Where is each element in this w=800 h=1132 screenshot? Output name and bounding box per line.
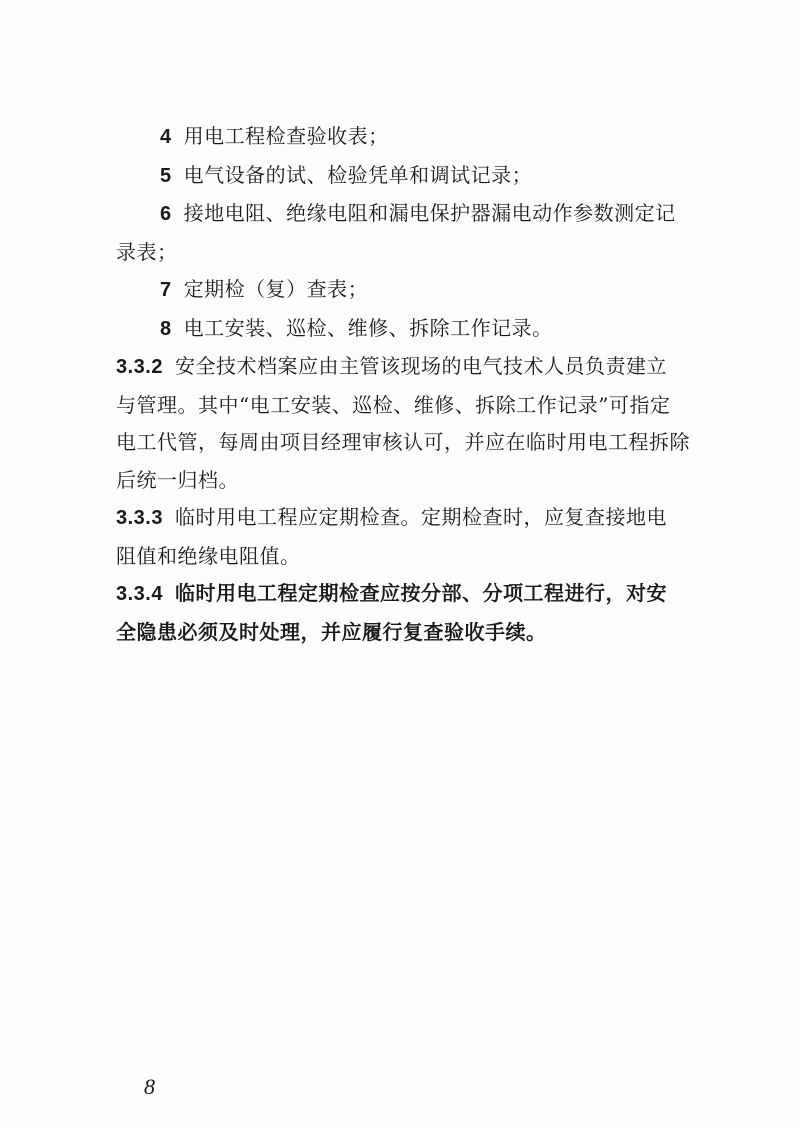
clause-number: 3.3.3 [116, 507, 163, 529]
clause-number: 3.3.2 [116, 356, 163, 378]
list-item [116, 118, 708, 157]
page-content [116, 118, 708, 651]
item-text: 电工安装、巡检、维修、拆除工作记录。 [183, 315, 553, 340]
clause-line [116, 538, 708, 576]
item-text: 电气设备的试、检验凭单和调试记录； [183, 162, 533, 187]
page-number: 8 [144, 1074, 155, 1099]
clause-line [116, 462, 708, 500]
clause-text: 临时用电工程应定期检查。定期检查时，应复查接地电 [174, 505, 667, 529]
clause-text: 电工代管，每周由项目经理审核认可，并应在临时用电工程拆除 [116, 430, 690, 454]
clause-3-3-2 [116, 348, 708, 387]
clause-line [116, 387, 708, 425]
item-text: 定期检（复）查表； [183, 277, 369, 301]
clause-text: 与管理。其中“电工安装、巡检、维修、拆除工作记录”可指定 [116, 392, 671, 417]
item-number: 4 [160, 126, 172, 148]
list-item [116, 310, 708, 349]
list-item [116, 157, 708, 196]
clause-line [116, 424, 708, 462]
list-item [116, 271, 708, 310]
item-number: 7 [160, 279, 172, 301]
clause-text: 全隐患必须及时处理，并应履行复查验收手续。 [116, 619, 547, 644]
clause-3-3-3 [116, 499, 708, 538]
list-item-continuation [116, 234, 708, 272]
item-text: 录表； [116, 239, 178, 264]
item-number: 6 [160, 203, 172, 225]
clause-text: 安全技术档案应由主管该现场的电气技术人员负责建立 [174, 354, 667, 378]
clause-text: 阻值和绝缘电阻值。 [116, 543, 301, 568]
item-number: 8 [160, 317, 172, 340]
clause-number: 3.3.4 [116, 583, 163, 605]
item-text: 用电工程检查验收表； [183, 124, 389, 148]
list-item [116, 195, 708, 234]
item-text: 接地电阻、绝缘电阻和漏电保护器漏电动作参数测定记 [183, 201, 676, 225]
clause-line [116, 614, 708, 652]
item-number: 5 [160, 164, 172, 187]
clause-text: 后统一归档。 [116, 467, 239, 492]
clause-3-3-4 [116, 575, 708, 614]
clause-text: 临时用电工程定期检查应按分部、分项工程进行，对安 [174, 581, 667, 605]
